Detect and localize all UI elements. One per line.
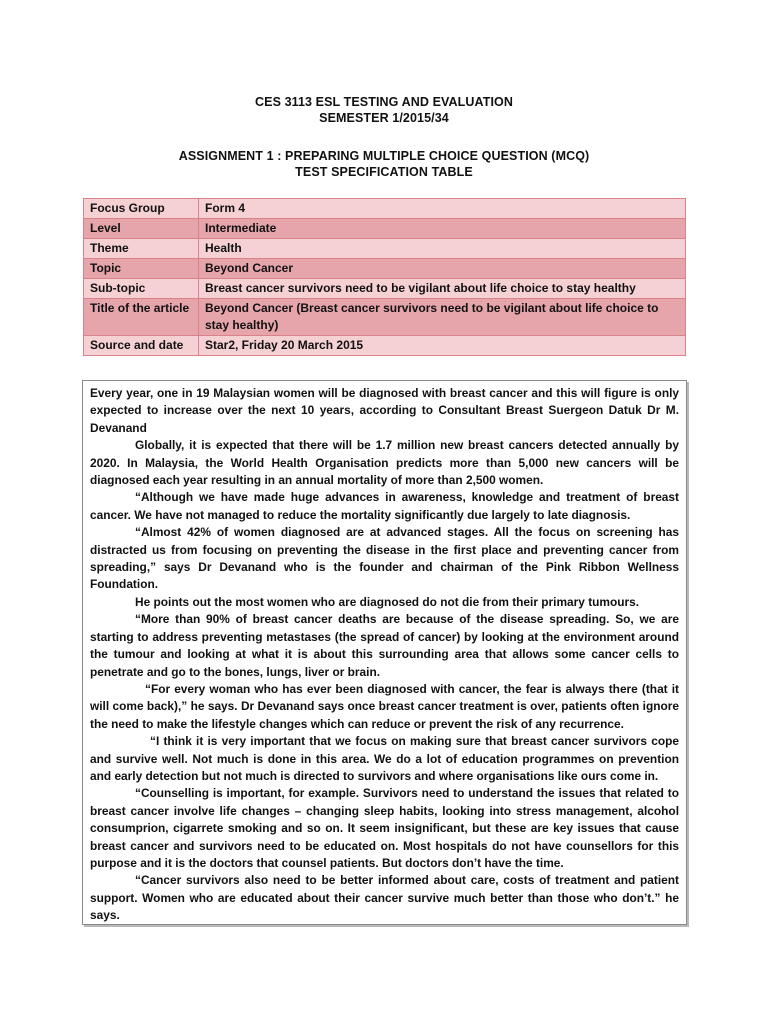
- table-row: [84, 239, 686, 259]
- test-specification-table: [83, 198, 686, 356]
- row-value-topic: Beyond Cancer: [199, 259, 686, 279]
- table-row: [84, 299, 686, 336]
- table-row: [84, 259, 686, 279]
- assignment-title: ASSIGNMENT 1 : PREPARING MULTIPLE CHOICE QUESTION (MCQ): [178, 149, 590, 163]
- article-paragraph: “I think it is very important that we focus on making sure that breast cancer survivors cope and survive well. Not much is done in this area. We do a lot of education programmes on prevention and early detection but not much is directed to survivors and where organisations like ours come in.: [90, 734, 679, 783]
- row-key-sub-topic: Sub-topic: [84, 279, 199, 299]
- table-row: [84, 199, 686, 219]
- row-key-level: Level: [84, 219, 199, 239]
- row-key-topic: Topic: [84, 259, 199, 279]
- row-value-article-title: Beyond Cancer (Breast cancer survivors need to be vigilant about life choice to stay healthy): [199, 299, 686, 336]
- article-paragraph: “Although we have made huge advances in awareness, knowledge and treatment of breast cancer. We have not managed to reduce the mortality significantly due largely to late diagnosis.: [90, 490, 679, 522]
- table-row: [84, 336, 686, 356]
- row-key-focus-group: Focus Group: [84, 199, 199, 219]
- article-paragraph: “Almost 42% of women diagnosed are at advanced stages. All the focus on screening has distracted us from focusing on preventing the disease in the first place and preventing cancer from spreading,” says Dr Devanand who is the founder and chairman of the Pink Ribbon Wellness Foundation.: [90, 525, 679, 592]
- table-row: [84, 279, 686, 299]
- row-value-level: Intermediate: [199, 219, 686, 239]
- course-title: CES 3113 ESL TESTING AND EVALUATION: [255, 95, 513, 109]
- article-paragraph: Every year, one in 19 Malaysian women will be diagnosed with breast cancer and this will figure is only expected to increase over the next 10 years, according to Consultant Breast Suergeon Datuk Dr M. Devanand: [90, 386, 679, 435]
- table-row: [84, 219, 686, 239]
- article-paragraph: “Cancer survivors also need to be better informed about care, costs of treatment and patient support. Women who are educated about their cancer survive much better than those who don’t.” he says.: [90, 873, 679, 923]
- article-text-box: [82, 380, 687, 925]
- article-paragraph: “More than 90% of breast cancer deaths are because of the disease spreading. So, we are starting to address preventing metastases (the spread of cancer) by looking at the environment around the tumour and looking at what it is about this surrounding area that allows some cancer cells to penetrate and go to the bones, lungs, liver or brain.: [90, 612, 679, 679]
- semester-label: SEMESTER 1/2015/34: [319, 111, 449, 125]
- row-key-article-title: Title of the article: [84, 299, 199, 336]
- article-paragraph: Globally, it is expected that there will be 1.7 million new breast cancers detected annually by 2020. In Malaysia, the World Health Organisation predicts more than 5,000 new cancers will be diagnosed each year resulting in an annual mortality of more than 2,500 women.: [90, 438, 679, 488]
- assignment-header: [0, 148, 768, 180]
- row-key-source-date: Source and date: [84, 336, 199, 356]
- row-value-focus-group: Form 4: [199, 199, 686, 219]
- course-header: [0, 94, 768, 126]
- article-paragraph: “Counselling is important, for example. Survivors need to understand the issues that related to breast cancer involve life changes – changing sleep habits, looking into stress management, alcohol consumprion, cigarrete smoking and so on. It seem insignificant, but these are key issues that cause breast cancer and survivors need to be educated on. Most hospitals do not have counsellors for this purpose and it is the doctors that counsel patients. But doctors don’t have the time.: [90, 786, 679, 870]
- row-value-theme: Health: [199, 239, 686, 259]
- table-title: TEST SPECIFICATION TABLE: [295, 165, 473, 179]
- article-paragraph: “For every woman who has ever been diagnosed with cancer, the fear is always there (that it will come back),” he says. Dr Devanand says once breast cancer treatment is over, patients often ignore the need to make the lifestyle changes which can reduce or prevent the risk of any recurrence.: [90, 681, 679, 731]
- article-paragraph: He points out the most women who are diagnosed do not die from their primary tumours.: [135, 594, 640, 609]
- row-value-source-date: Star2, Friday 20 March 2015: [199, 336, 686, 356]
- row-key-theme: Theme: [84, 239, 199, 259]
- row-value-sub-topic: Breast cancer survivors need to be vigilant about life choice to stay healthy: [199, 279, 686, 299]
